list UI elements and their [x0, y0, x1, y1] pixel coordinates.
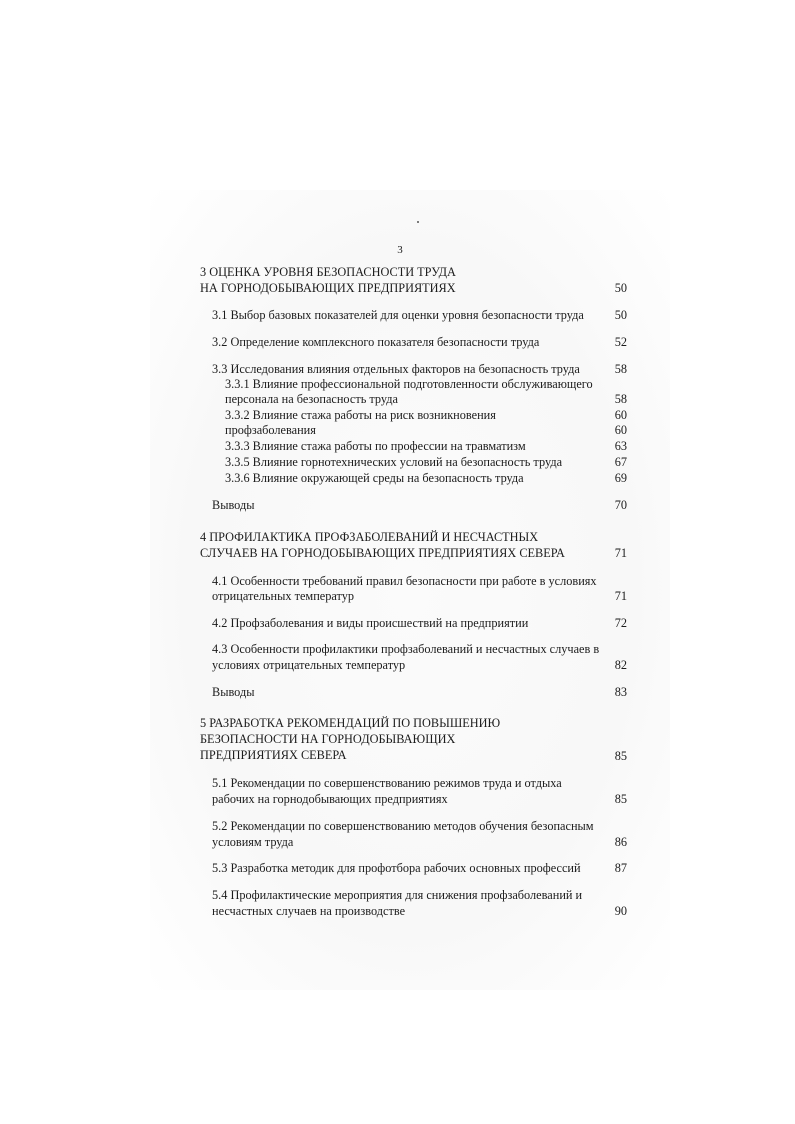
- toc-entry-3-3-5-page: 67: [614, 455, 627, 469]
- toc-entry-3-3-6-page: 69: [614, 471, 627, 485]
- toc-entry-3-1-page: 50: [614, 308, 627, 322]
- toc-entry-3-conclusions-page: 70: [614, 498, 627, 512]
- toc-entry-4-2-page: 72: [614, 616, 627, 630]
- toc-entry-3-3-2-page-1: 60: [614, 408, 627, 422]
- toc-entry-5-4-line-2: несчастных случаев на производстве: [212, 904, 406, 918]
- toc-entry-3-3-3-page: 63: [614, 439, 627, 453]
- toc-entry-3-3-1-line-2: персонала на безопасность труда: [225, 392, 399, 406]
- toc-entry-3-3: 3.3 Исследования влияния отдельных факторов на безопасность труда: [212, 362, 580, 376]
- toc-entry-5-2-line-1: 5.2 Рекомендации по совершенствованию методов обучения безопасным: [212, 819, 594, 833]
- chapter-5-title-line-3: ПРЕДПРИЯТИЯХ СЕВЕРА: [200, 748, 347, 762]
- chapter-4-title-line-1: 4 ПРОФИЛАКТИКА ПРОФЗАБОЛЕВАНИЙ И НЕСЧАСТНЫХ: [200, 530, 539, 544]
- toc-entry-3-2-page: 52: [614, 335, 627, 349]
- toc-entry-5-1-line-1: 5.1 Рекомендации по совершенствованию режимов труда и отдыха: [212, 776, 562, 790]
- toc-entry-3-3-6: 3.3.6 Влияние окружающей среды на безопасность труда: [225, 471, 524, 485]
- chapter-5-title-line-2: БЕЗОПАСНОСТИ НА ГОРНОДОБЫВАЮЩИХ: [200, 732, 456, 746]
- toc-entry-5-2-line-2: условиям труда: [212, 835, 294, 849]
- toc-entry-3-3-3: 3.3.3 Влияние стажа работы по профессии на травматизм: [225, 439, 526, 453]
- toc-entry-4-3-line-1: 4.3 Особенности профилактики профзаболеваний и несчастных случаев в: [212, 642, 600, 656]
- chapter-5-title-line-1: 5 РАЗРАБОТКА РЕКОМЕНДАЦИЙ ПО ПОВЫШЕНИЮ: [200, 716, 501, 730]
- chapter-4-title-line-2: СЛУЧАЕВ НА ГОРНОДОБЫВАЮЩИХ ПРЕДПРИЯТИЯХ СЕВЕРА: [200, 546, 565, 560]
- toc-entry-3-3-2-page-2: 60: [614, 423, 627, 437]
- chapter-4-page: 71: [614, 546, 627, 560]
- toc-entry-3-1: 3.1 Выбор базовых показателей для оценки уровня безопасности труда: [212, 308, 584, 322]
- chapter-3-title-line-1: 3 ОЦЕНКА УРОВНЯ БЕЗОПАСНОСТИ ТРУДА: [200, 265, 456, 279]
- toc-entry-3-3-5: 3.3.5 Влияние горнотехнических условий на безопасность труда: [225, 455, 563, 469]
- toc-entry-3-3-2-line-2: профзаболевания: [225, 423, 316, 437]
- toc-entry-4-3-page: 82: [614, 658, 627, 672]
- toc-entry-4-conclusions-page: 83: [614, 685, 627, 699]
- toc-entry-4-1-line-2: отрицательных температур: [212, 589, 355, 603]
- toc-entry-4-3-line-2: условиях отрицательных температур: [212, 658, 406, 672]
- toc-entry-5-3-page: 87: [614, 861, 627, 875]
- toc-entry-5-4-line-1: 5.4 Профилактические мероприятия для снижения профзаболеваний и: [212, 888, 583, 902]
- toc-entry-5-4-page: 90: [614, 904, 627, 918]
- chapter-5-page: 85: [614, 749, 627, 763]
- toc-entry-3-3-1-page: 58: [614, 392, 627, 406]
- toc-entry-4-1-page: 71: [614, 589, 627, 603]
- chapter-3-title-line-2: НА ГОРНОДОБЫВАЮЩИХ ПРЕДПРИЯТИЯХ: [200, 281, 456, 295]
- page-number: 3: [397, 244, 403, 256]
- toc-entry-4-1-line-1: 4.1 Особенности требований правил безопасности при работе в условиях: [212, 574, 597, 588]
- scan-speck: [417, 221, 419, 223]
- toc-entry-3-2: 3.2 Определение комплексного показателя безопасности труда: [212, 335, 540, 349]
- toc-entry-3-3-2-line-1: 3.3.2 Влияние стажа работы на риск возникновения: [225, 408, 496, 422]
- toc-entry-5-3: 5.3 Разработка методик для профотбора рабочих основных профессий: [212, 861, 581, 875]
- toc-entry-3-3-page: 58: [614, 362, 627, 376]
- toc-entry-4-2: 4.2 Профзаболевания и виды происшествий на предприятии: [212, 616, 529, 630]
- toc-entry-3-3-1-line-1: 3.3.1 Влияние профессиональной подготовленности обслуживающего: [225, 377, 593, 391]
- toc-entry-4-conclusions: Выводы: [212, 685, 255, 699]
- chapter-3-page: 50: [614, 281, 627, 295]
- toc-entry-5-2-page: 86: [614, 835, 627, 849]
- toc-entry-5-1-line-2: рабочих на горнодобывающих предприятиях: [212, 792, 448, 806]
- toc-entry-5-1-page: 85: [614, 792, 627, 806]
- toc-entry-3-conclusions: Выводы: [212, 498, 255, 512]
